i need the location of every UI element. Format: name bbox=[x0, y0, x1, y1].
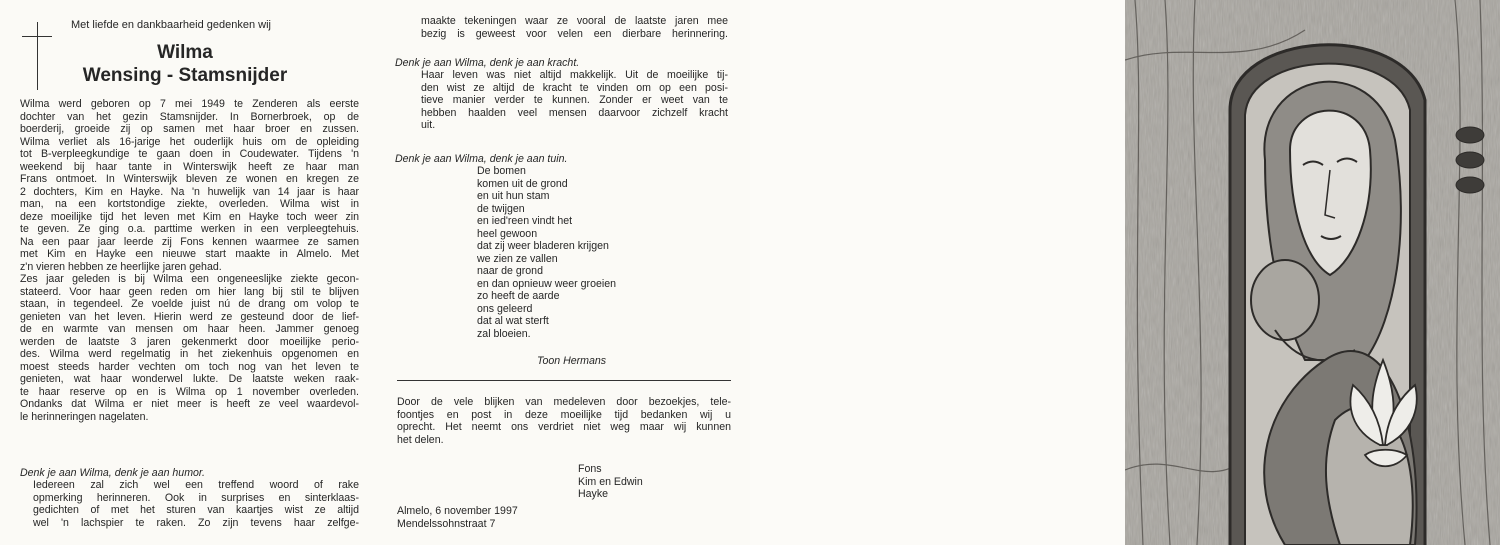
place-and-address bbox=[397, 505, 518, 530]
biography-line: Wilma verliet als 16-jarige het ouderlijk huis om de opleiding bbox=[20, 135, 359, 148]
deceased-full-name: Wensing - Stamsnijder bbox=[82, 65, 288, 86]
biography-line: te haar reserve op en is Wilma op 1 november overleden. bbox=[20, 385, 359, 398]
mother-and-child-drawing bbox=[1125, 0, 1500, 545]
kracht-paragraph bbox=[421, 69, 728, 132]
biography-line: tot B-verpleegkundige te gaan doen in Coudewater. Tijdens 'n bbox=[20, 148, 359, 160]
biography-line: genieten van het leven. Hierin werd ze gesteund door de lief- bbox=[20, 310, 359, 323]
card-left-panel bbox=[0, 0, 378, 545]
biography-line: te geven. Ze ging o.a. parttime werken in een verpleegtehuis. bbox=[20, 223, 359, 235]
intro-text: Met liefde en dankbaarheid gedenken wij bbox=[71, 19, 271, 31]
poem bbox=[477, 165, 616, 340]
poem-line: ons geleerd bbox=[477, 302, 533, 315]
divider bbox=[397, 380, 731, 381]
biography-line: met Kim en Hayke een nieuwe start maakte in Almelo. Met bbox=[20, 248, 359, 260]
poem-line: naar de grond bbox=[477, 265, 543, 277]
biography-line: man, na een kortstondige ziekte, overleden. Wilma wist in bbox=[20, 198, 359, 210]
biography-line: Frans ontmoet. In Winterswijk bleven ze wonen en kregen ze bbox=[20, 173, 359, 185]
poem-line: we zien ze vallen bbox=[477, 252, 558, 265]
biography-line: staan, in tegendeel. Ze voelde juist nú de drang om volop te bbox=[20, 298, 359, 310]
thanks-line: oprecht. Het neemt ons verdriet niet weg maar wij kunnen bbox=[397, 421, 731, 433]
poem-line: dat zij weer bladeren krijgen bbox=[477, 240, 609, 252]
thanks-line: het delen. bbox=[397, 433, 444, 446]
poem-line: De bomen bbox=[477, 165, 526, 177]
thanks-line: foontjes en post in deze moeilijke tijd bedanken wij u bbox=[397, 408, 731, 421]
poem-line: en uit hun stam bbox=[477, 190, 550, 202]
biography-line: boerderij, groeide zij op samen met haar broer en zussen. bbox=[20, 123, 359, 135]
biography-line: des. Wilma werd regelmatig in het ziekenhuis opgenomen en bbox=[20, 348, 359, 360]
humor-line: wel 'n lachspier te raken. Zo zijn tevens haar zelfge- bbox=[33, 516, 359, 529]
thanks-paragraph bbox=[397, 396, 731, 446]
deceased-first-name: Wilma bbox=[157, 42, 213, 63]
biography-line: weekend bij haar tante in Winterswijk heeft ze haar man bbox=[20, 160, 359, 173]
humor-paragraph bbox=[33, 479, 359, 529]
address: Mendelssohnstraat 7 bbox=[397, 517, 496, 530]
poem-line: en ied'reen vindt het bbox=[477, 215, 573, 227]
biography-line: de en warmte van mensen om haar heen. Jammer genoeg bbox=[20, 323, 359, 335]
biography-line: genieten, wat haar wonderwel lukte. De laatste weken raak- bbox=[20, 373, 359, 385]
humor-heading: Denk je aan Wilma, denk je aan humor. bbox=[20, 467, 205, 479]
biography-line: Wilma werd geboren op 7 mei 1949 te Zenderen als eerste bbox=[20, 98, 359, 110]
biography-line: deze moeilijke tijd het leven met Kim en Hayke toch weer zin bbox=[20, 210, 359, 223]
biography-line: z'n vieren hebben ze heerlijke jaren gehad. bbox=[20, 260, 222, 273]
kracht-heading: Denk je aan Wilma, denk je aan kracht. bbox=[395, 57, 580, 69]
poem-line: komen uit de grond bbox=[477, 177, 568, 190]
signature-name: Fons bbox=[578, 463, 602, 475]
poem-line: de twijgen bbox=[477, 202, 525, 215]
kracht-line: Haar leven was niet altijd makkelijk. Uit de moeilijke tij- bbox=[421, 69, 728, 81]
biography-line: Na een paar jaar leerde zij Fons kennen waarmee ze samen bbox=[20, 235, 359, 248]
thanks-line: Door de vele blijken van medeleven door bezoekjes, tele- bbox=[397, 396, 731, 408]
humor-line: Iedereen zal zich wel een treffend woord of rake bbox=[33, 479, 359, 491]
poem-line: heel gewoon bbox=[477, 227, 538, 240]
kracht-line: uit. bbox=[421, 119, 436, 131]
signature-name: Hayke bbox=[578, 488, 609, 500]
kracht-line: den wist ze altijd de kracht te vinden om op een posi- bbox=[421, 81, 728, 94]
biography-line: le herinneringen nagelaten. bbox=[20, 410, 149, 423]
poem-line: zal bloeien. bbox=[477, 327, 531, 340]
biography-line: stateerd. Voor haar geen reden om hier lang bij stil te blijven bbox=[20, 285, 359, 298]
humor-paragraph-continued bbox=[421, 15, 728, 40]
biography-line: dochter van het gezin Stamsnijder. In Bornerbroek, op de bbox=[20, 110, 359, 123]
signature-name: Kim en Edwin bbox=[578, 475, 643, 488]
biography-line: Ondanks dat Wilma er niet meer is heeft ze veel waardevol- bbox=[20, 398, 359, 410]
humor-line: maakte tekeningen waar ze vooral de laatste jaren mee bbox=[421, 15, 728, 27]
kracht-line: hebben haalden veel mensen daarvoor zichzelf kracht bbox=[421, 106, 728, 119]
cross-icon-bar bbox=[22, 36, 52, 37]
poem-author: Toon Hermans bbox=[537, 355, 607, 367]
biography-line: Zes jaar geleden is bij Wilma een ongeneeslijke ziekte gecon- bbox=[20, 273, 359, 285]
place-date: Almelo, 6 november 1997 bbox=[397, 505, 518, 517]
humor-line: opmerking herinneren. Ook in surprises en sinterklaas- bbox=[33, 491, 359, 504]
kracht-line: tieve manier verder te kunnen. Zonder er weet van te bbox=[421, 94, 728, 106]
biography-line: 2 dochters, Kim en Hayke. Na 'n huwelijk van 14 jaar is haar bbox=[20, 185, 359, 198]
poem-line: zo heeft de aarde bbox=[477, 290, 560, 302]
poem-line: dat al wat sterft bbox=[477, 315, 549, 327]
biography-paragraph bbox=[20, 98, 359, 423]
humor-line: gedichten of met het sturen van kaartjes wist ze altijd bbox=[33, 504, 359, 516]
card-blank-panel bbox=[750, 0, 1125, 545]
tuin-heading: Denk je aan Wilma, denk je aan tuin. bbox=[395, 153, 568, 165]
biography-line: werden de laatste 3 jaren gekenmerkt door moeilijke perio- bbox=[20, 335, 359, 348]
artwork-panel bbox=[1125, 0, 1500, 545]
poem-line: en dan opnieuw weer groeien bbox=[477, 277, 616, 290]
signatures bbox=[578, 463, 643, 501]
humor-line: bezig is geweest voor velen een dierbare herinnering. bbox=[421, 27, 728, 40]
biography-line: moest steeds harder vechten om toch nog van het leven te bbox=[20, 360, 359, 373]
